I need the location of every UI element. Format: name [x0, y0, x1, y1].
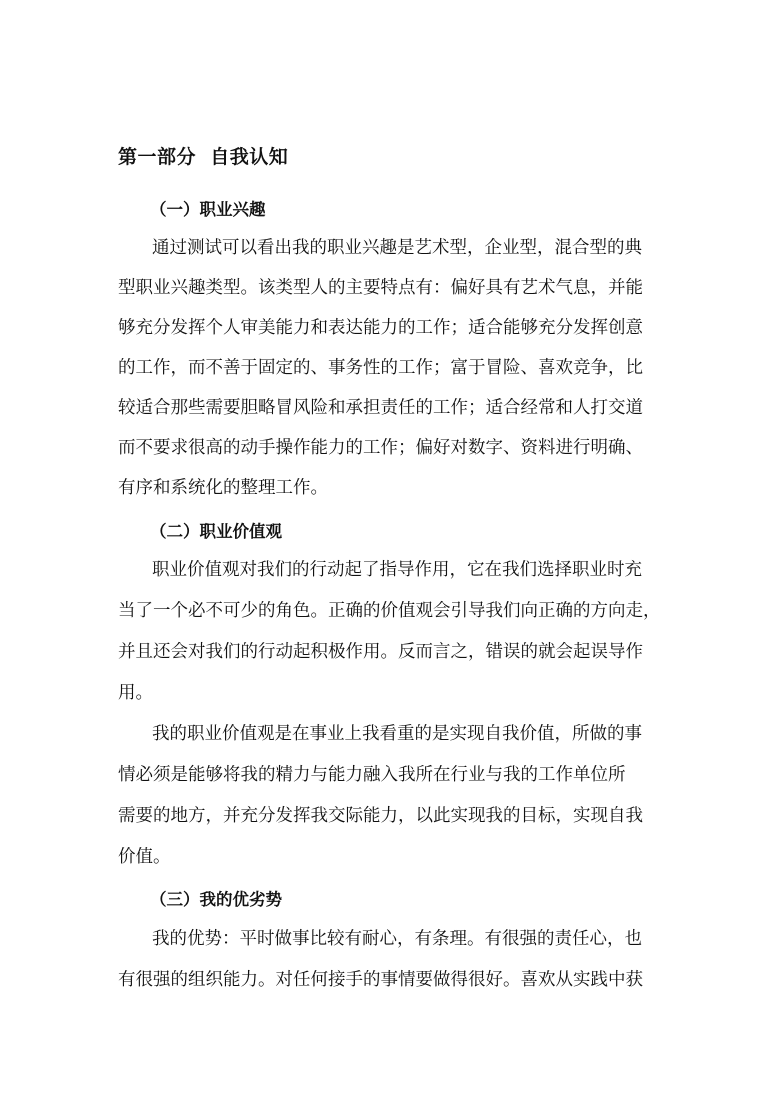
paragraph-line: 我的优势：平时做事比较有耐心，有条理。有很强的责任心，也: [152, 929, 642, 949]
paragraph-line: 而不要求很高的动手操作能力的工作；偏好对数字、资料进行明确、: [118, 438, 643, 458]
paragraph-line: 用。: [118, 683, 153, 703]
section-heading-career-interest: （一）职业兴趣: [150, 200, 266, 219]
page-title: 第一部分 自我认知: [118, 146, 289, 168]
paragraph-line: 并且还会对我们的行动起积极作用。反而言之，错误的就会起误导作: [118, 642, 643, 662]
paragraph-line: 通过测试可以看出我的职业兴趣是艺术型，企业型，混合型的典: [152, 238, 642, 258]
paragraph-line: 的工作，而不善于固定的、事务性的工作；富于冒险、喜欢竞争，比: [118, 358, 643, 378]
paragraph-line: 我的职业价值观是在事业上我看重的是实现自我价值，所做的事: [152, 724, 642, 744]
paragraph-line: 有序和系统化的整理工作。: [118, 478, 328, 498]
paragraph-line: 够充分发挥个人审美能力和表达能力的工作；适合能够充分发挥创意: [118, 318, 643, 338]
paragraph-line: 需要的地方，并充分发挥我交际能力，以此实现我的目标，实现自我: [118, 806, 643, 826]
paragraph-line: 有很强的组织能力。对任何接手的事情要做得很好。喜欢从实践中获: [118, 970, 643, 990]
paragraph-line: 当了一个必不可少的角色。正确的价值观会引导我们向正确的方向走，: [118, 601, 661, 621]
paragraph-line: 职业价值观对我们的行动起了指导作用，它在我们选择职业时充: [152, 560, 642, 580]
section-heading-career-values: （二）职业价值观: [150, 522, 282, 541]
paragraph-line: 较适合那些需要胆略冒风险和承担责任的工作；适合经常和人打交道: [118, 398, 643, 418]
paragraph-line: 价值。: [118, 847, 171, 867]
paragraph-line: 情必须是能够将我的精力与能力融入我所在行业与我的工作单位所: [118, 765, 626, 785]
section-heading-strengths-weaknesses: （三）我的优劣势: [150, 890, 282, 909]
paragraph-line: 型职业兴趣类型。该类型人的主要特点有：偏好具有艺术气息，并能: [118, 278, 643, 298]
